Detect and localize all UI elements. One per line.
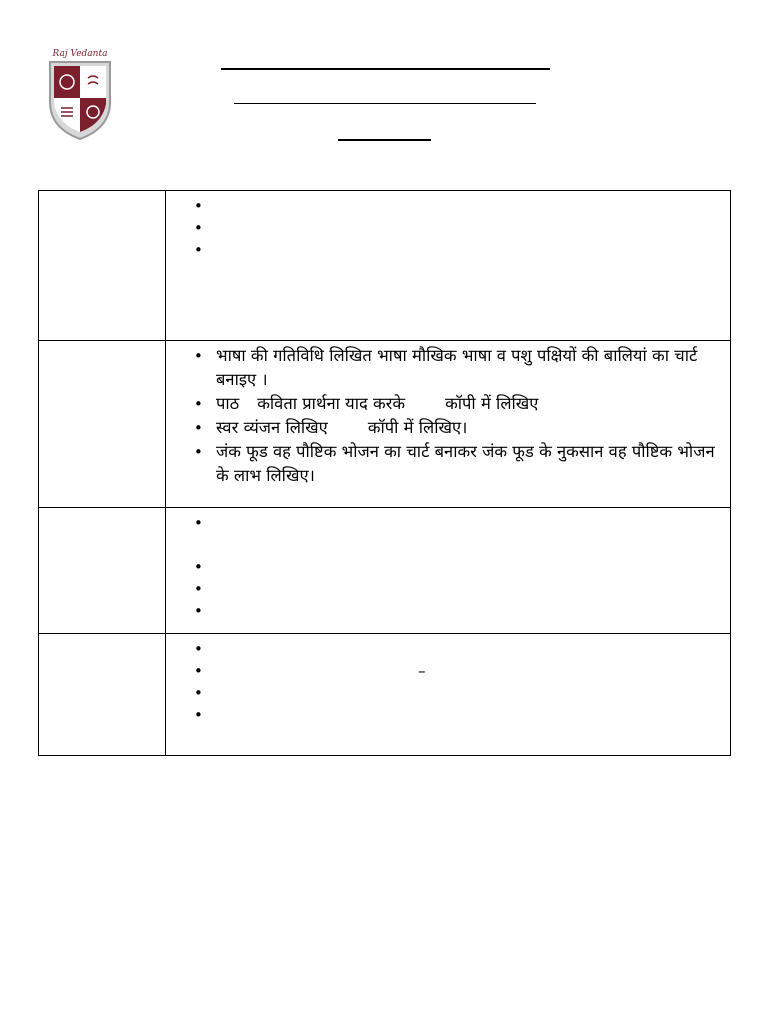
bullet-list: [166, 191, 730, 260]
item-text: जंक फूड वह पौष्टिक भोजन का चार्ट बनाकर जंक फूड के नुकसान वह पौष्टिक भोजन के लाभ लिखिए।: [216, 442, 715, 485]
bullet-list: [166, 508, 730, 621]
list-item: [190, 344, 718, 392]
item-text: पाठ: [216, 394, 240, 413]
item-text: स्वर व्यंजन लिखिए: [216, 418, 328, 437]
row-content: [166, 341, 731, 508]
row-content: [166, 634, 731, 756]
bullet-list: [166, 341, 730, 488]
list-item: [190, 440, 718, 488]
row-content: [166, 508, 731, 634]
table-row: [39, 508, 731, 634]
list-item: [190, 416, 718, 440]
list-item: [190, 637, 718, 659]
item-text: कविता प्रार्थना याद करके: [257, 394, 406, 413]
row-label: [39, 508, 166, 634]
row-label: [39, 341, 166, 508]
table-row: [39, 634, 731, 756]
item-text: कॉपी में लिखिए: [445, 394, 539, 413]
subtitle-underline: [234, 103, 536, 104]
list-item: [190, 392, 718, 416]
bullet-list: [166, 634, 730, 725]
dash-text: • –: [418, 662, 426, 680]
table-row: [39, 191, 731, 341]
row-label: [39, 634, 166, 756]
row-content: [166, 191, 731, 341]
item-text: कॉपी में लिखिए।: [367, 418, 468, 437]
activity-table: [38, 190, 731, 756]
list-item: [190, 681, 718, 703]
list-item: [190, 577, 718, 599]
row-label: [39, 191, 166, 341]
list-item: [190, 216, 718, 238]
svg-text:Raj Vedanta: Raj Vedanta: [52, 49, 108, 59]
table-row: [39, 341, 731, 508]
list-item: [190, 238, 718, 260]
list-item: [190, 659, 718, 681]
list-item: [190, 511, 718, 555]
list-item: [190, 599, 718, 621]
list-item: [190, 555, 718, 577]
list-item: [190, 703, 718, 725]
list-item: [190, 194, 718, 216]
school-logo: [44, 44, 116, 142]
item-text: भाषा की गतिविधि लिखित भाषा मौखिक भाषा व पशु पक्षियों की बालियां का चार्ट बनाइए ।: [216, 346, 698, 389]
heading-underline: [338, 139, 431, 141]
title-underline: [221, 68, 550, 70]
